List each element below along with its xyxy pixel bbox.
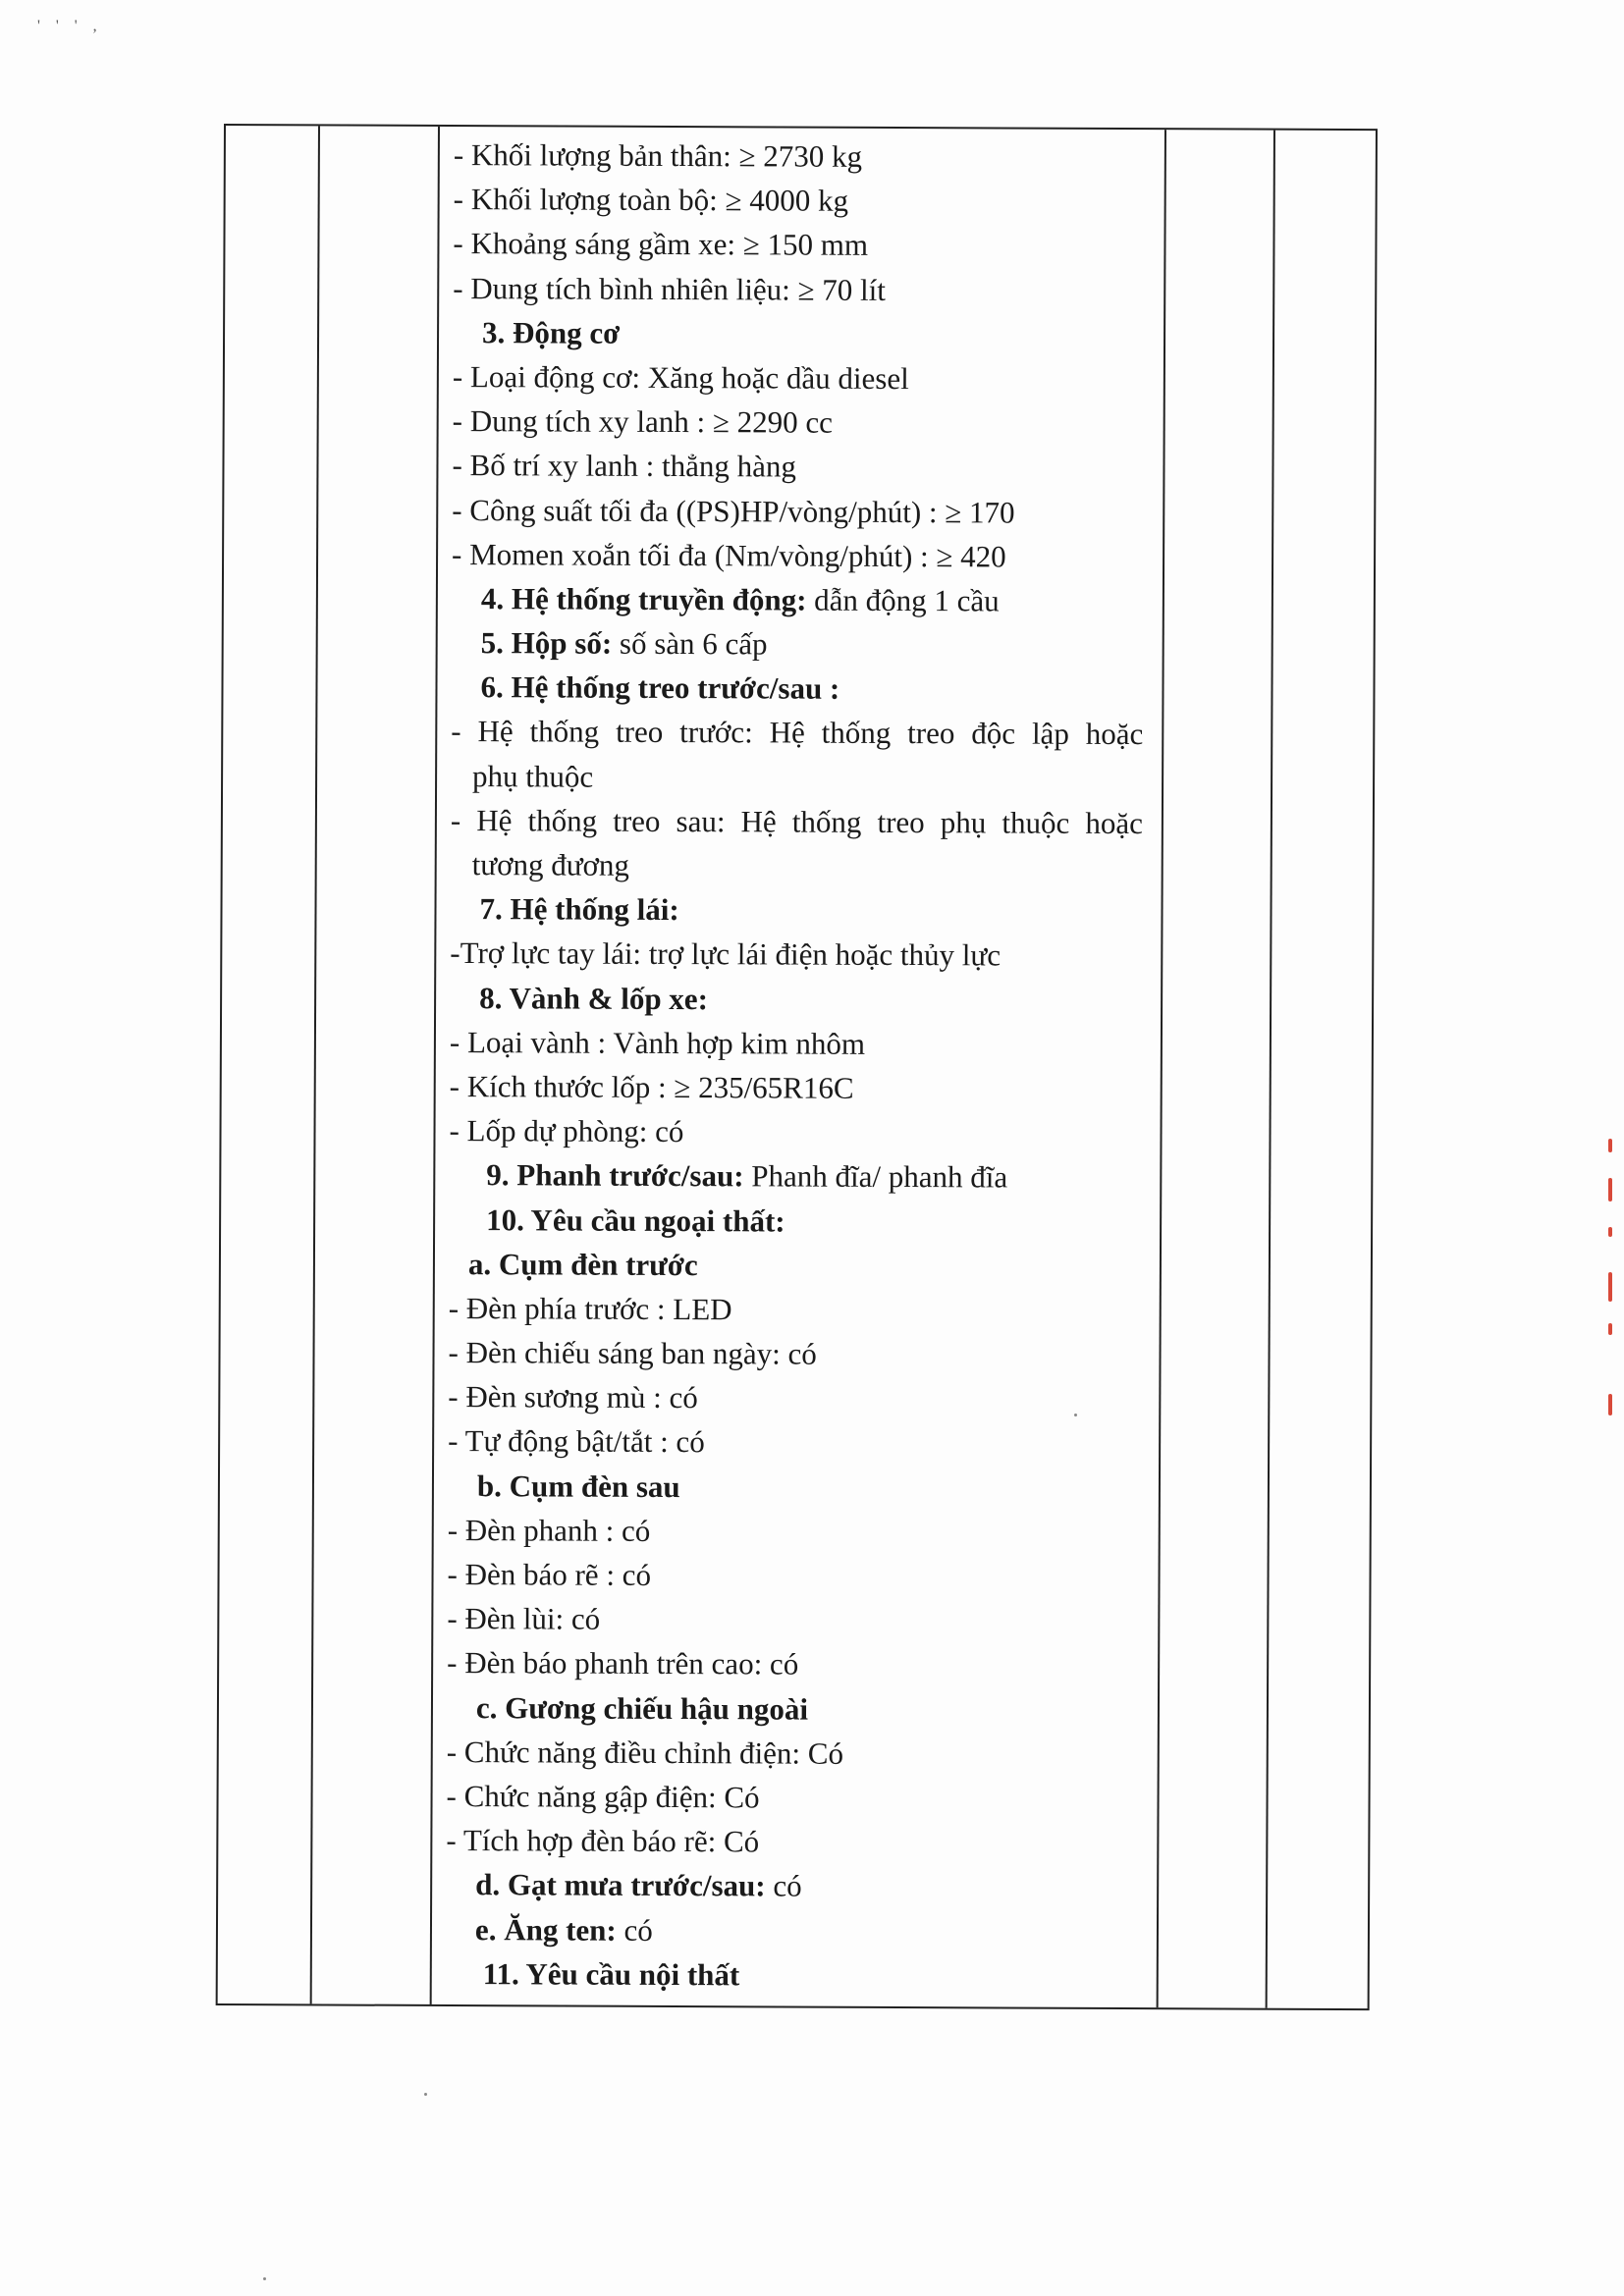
spec-bullet-line: - Đèn báo rẽ : có — [447, 1557, 652, 1592]
table-column-divider — [310, 126, 320, 2003]
table-column-divider — [1157, 130, 1166, 2007]
spec-heading-label: 10. Yêu cầu ngoại thất: — [486, 1201, 785, 1239]
scan-speck — [1074, 1414, 1077, 1416]
spec-heading-label: 6. Hệ thống treo trước/sau : — [480, 669, 840, 706]
red-side-mark — [1608, 1272, 1612, 1302]
spec-bullet-line: - Khối lượng bản thân: ≥ 2730 kg — [453, 137, 863, 174]
spec-heading-line — [453, 310, 1140, 357]
spec-heading-label: 4. Hệ thống truyền động: — [480, 581, 807, 617]
spec-heading-label: e. Ăng ten: — [474, 1911, 617, 1948]
red-side-mark — [1608, 1139, 1612, 1152]
scan-corner-marks: ' ' ' , — [37, 18, 103, 34]
spec-heading-value: dẫn động 1 cầu — [806, 582, 1000, 618]
spec-bullet-line: - Dung tích bình nhiên liệu: ≥ 70 lít — [453, 270, 886, 307]
spec-heading-label: 5. Hộp số: — [480, 625, 613, 661]
spec-bullet-line: - Momen xoắn tối đa (Nm/vòng/phút) : ≥ 420 — [452, 536, 1006, 574]
spec-bullet-line: - Khoảng sáng gầm xe: ≥ 150 mm — [453, 226, 869, 263]
spec-bullet-line: - Hệ thống treo trước: Hệ thống treo độc lập hoặc — [451, 714, 1144, 752]
spec-heading-line — [451, 665, 1138, 712]
scan-speck — [263, 2277, 266, 2280]
spec-bullet-line: - Tích hợp đèn báo rẽ: Có — [446, 1823, 760, 1859]
spec-bullet-line: - Đèn sương mù : có — [448, 1379, 698, 1415]
spec-heading-value: số sàn 6 cấp — [612, 625, 768, 662]
spec-heading-line — [446, 1951, 1133, 1999]
spec-bullet-line: - Đèn lùi: có — [447, 1601, 601, 1636]
spec-heading-line — [450, 886, 1137, 934]
spec-bullet-line: - Tự động bật/tắt : có — [448, 1423, 705, 1460]
spec-heading-label: 3. Động cơ — [481, 314, 621, 350]
spec-heading-label: c. Gương chiếu hậu ngoài — [475, 1689, 809, 1727]
spec-bullet-line: - Kích thước lốp : ≥ 235/65R16C — [449, 1068, 854, 1105]
table-column-divider — [430, 127, 440, 2004]
spec-bullet-line: - Công suất tối đa ((PS)HP/vòng/phút) : ≥ 170 — [452, 492, 1015, 530]
spec-heading-line — [446, 1862, 1133, 1909]
spec-heading-line — [448, 1464, 1135, 1511]
spec-bullet-line: - Loại động cơ: Xăng hoặc dầu diesel — [452, 358, 909, 396]
spec-heading-label: d. Gạt mưa trước/sau: — [475, 1867, 766, 1903]
spec-heading-label: 9. Phanh trước/sau: — [486, 1157, 744, 1194]
spec-heading-label: b. Cụm đèn sau — [476, 1468, 680, 1504]
spec-heading-line — [452, 576, 1139, 623]
spec-bullet-line: - Đèn chiếu sáng ban ngày: có — [448, 1335, 817, 1371]
spec-cell-content — [446, 133, 1144, 1999]
spec-bullet-line: - Đèn báo phanh trên cao: có — [447, 1645, 799, 1682]
red-side-mark — [1608, 1178, 1612, 1201]
spec-bullet-line: - Lốp dự phòng: có — [449, 1113, 684, 1149]
spec-heading-line — [449, 1152, 1136, 1200]
spec-table — [216, 124, 1378, 2010]
spec-heading-label: 7. Hệ thống lái: — [479, 891, 679, 928]
spec-heading-line — [452, 620, 1139, 667]
spec-bullet-line: - Khối lượng toàn bộ: ≥ 4000 kg — [453, 182, 849, 218]
spec-bullet-line: - Hệ thống treo sau: Hệ thống treo phụ thuộc hoặc — [450, 802, 1143, 840]
spec-heading-line — [447, 1685, 1134, 1733]
spec-bullet-line: - Chức năng gập điện: Có — [446, 1778, 760, 1815]
spec-continuation-line: phụ thuộc — [472, 758, 594, 794]
spec-heading-value: có — [616, 1912, 653, 1948]
spec-heading-value: Phanh đĩa/ phanh đĩa — [743, 1158, 1008, 1195]
spec-heading-label: 11. Yêu cầu nội thất — [482, 1955, 740, 1992]
spec-heading-line — [450, 976, 1137, 1023]
scan-speck — [424, 2093, 427, 2096]
red-side-mark — [1608, 1227, 1612, 1237]
spec-heading-label: a. Cụm đèn trước — [467, 1246, 698, 1282]
spec-bullet-line: - Dung tích xy lanh : ≥ 2290 cc — [452, 403, 833, 440]
spec-heading-line — [446, 1907, 1133, 1954]
spec-bullet-line: - Chức năng điều chỉnh điện: Có — [446, 1734, 844, 1771]
spec-continuation-line: tương đương — [471, 847, 630, 882]
red-side-mark — [1608, 1394, 1612, 1415]
spec-bullet-line: -Trợ lực tay lái: trợ lực lái điện hoặc thủy lực — [450, 935, 1001, 973]
table-column-divider — [1266, 131, 1275, 2008]
spec-bullet-line: - Loại vành : Vành hợp kim nhôm — [449, 1024, 866, 1061]
spec-bullet-line: - Đèn phía trước : LED — [448, 1290, 732, 1327]
spec-heading-label: 8. Vành & lốp xe: — [479, 980, 709, 1016]
spec-bullet-line: - Đèn phanh : có — [447, 1512, 651, 1548]
spec-heading-line — [449, 1198, 1136, 1245]
spec-heading-line — [449, 1242, 1136, 1289]
spec-heading-value: có — [765, 1868, 802, 1903]
spec-bullet-line: - Bố trí xy lanh : thẳng hàng — [452, 448, 796, 484]
red-side-mark — [1608, 1323, 1612, 1335]
